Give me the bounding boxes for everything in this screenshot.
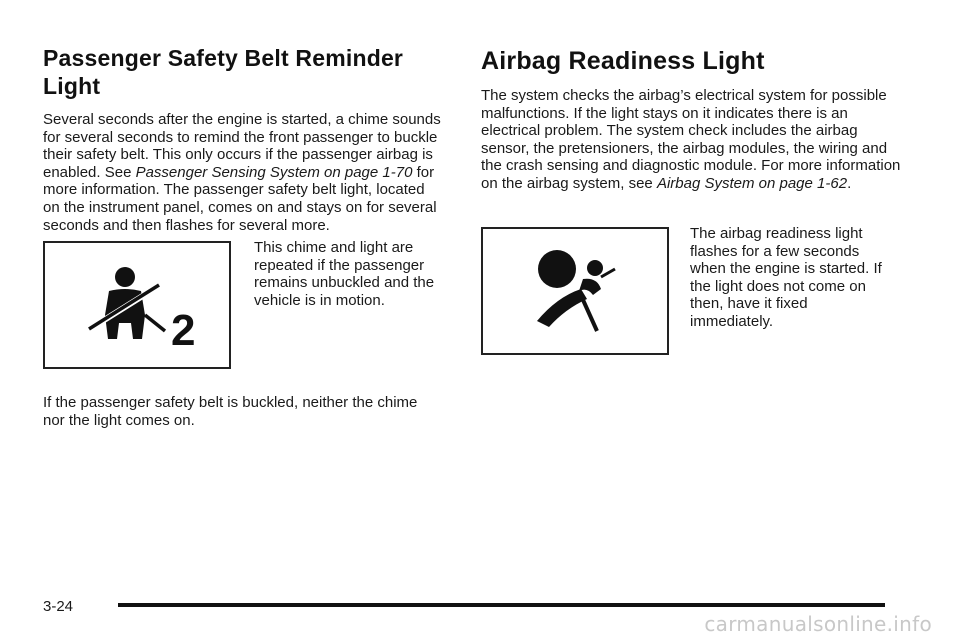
seat-position-number: 2 (171, 306, 196, 355)
page-number: 3-24 (43, 598, 74, 615)
left-column (43, 44, 443, 234)
airbag-intro-text-b: . (847, 174, 852, 192)
airbag-intro-paragraph (481, 87, 901, 193)
seatbelt-buckled-paragraph: If the passenger safety belt is buckled, neither the chime nor the light comes on. (43, 394, 418, 429)
right-column (481, 44, 901, 193)
seatbelt-figure-box (43, 241, 231, 369)
airbag-side-text: The airbag readiness light flashes for a few seconds when the engine is started. If the light does not come on then, have it fixed immediately. (690, 225, 882, 330)
airbag-system-reference[interactable]: Airbag System on page 1-62 (656, 174, 848, 192)
footer-rule (118, 603, 885, 607)
section-title-airbag: Airbag Readiness Light (481, 47, 765, 75)
seatbelt-intro-text-b: for more information. The passenger safety belt light, located on the instrument panel, comes on and stays on for several seconds and then flashes for several more. (43, 163, 437, 234)
airbag-readiness-icon (483, 229, 667, 353)
airbag-figure-box (481, 227, 669, 355)
seatbelt-reminder-icon (45, 243, 229, 367)
passenger-sensing-reference[interactable]: Passenger Sensing System on page 1-70 (135, 163, 413, 181)
section-title-seatbelt: Passenger Safety Belt Reminder Light (43, 45, 404, 99)
watermark: carmanualsonline.info (704, 612, 932, 636)
seatbelt-side-text: This chime and light are repeated if the passenger remains unbuckled and the vehicle is in motion. (254, 239, 435, 309)
airbag-intro-text-a: The system checks the airbag’s electrical system for possible malfunctions. If the light stays on it indicates there is an electrical problem. The system check includes the airbag sensor, the pretensioners, the airbag modules, the wiring and the crash sensing and diagnostic module. For more information on the airbag system, see (481, 87, 901, 192)
seatbelt-intro-text-a: Several seconds after the engine is started, a chime sounds for several seconds to remind the front passenger to buckle their safety belt. This only occurs if the passenger airbag is enabled. See (43, 111, 441, 181)
seatbelt-intro-paragraph (43, 111, 443, 234)
